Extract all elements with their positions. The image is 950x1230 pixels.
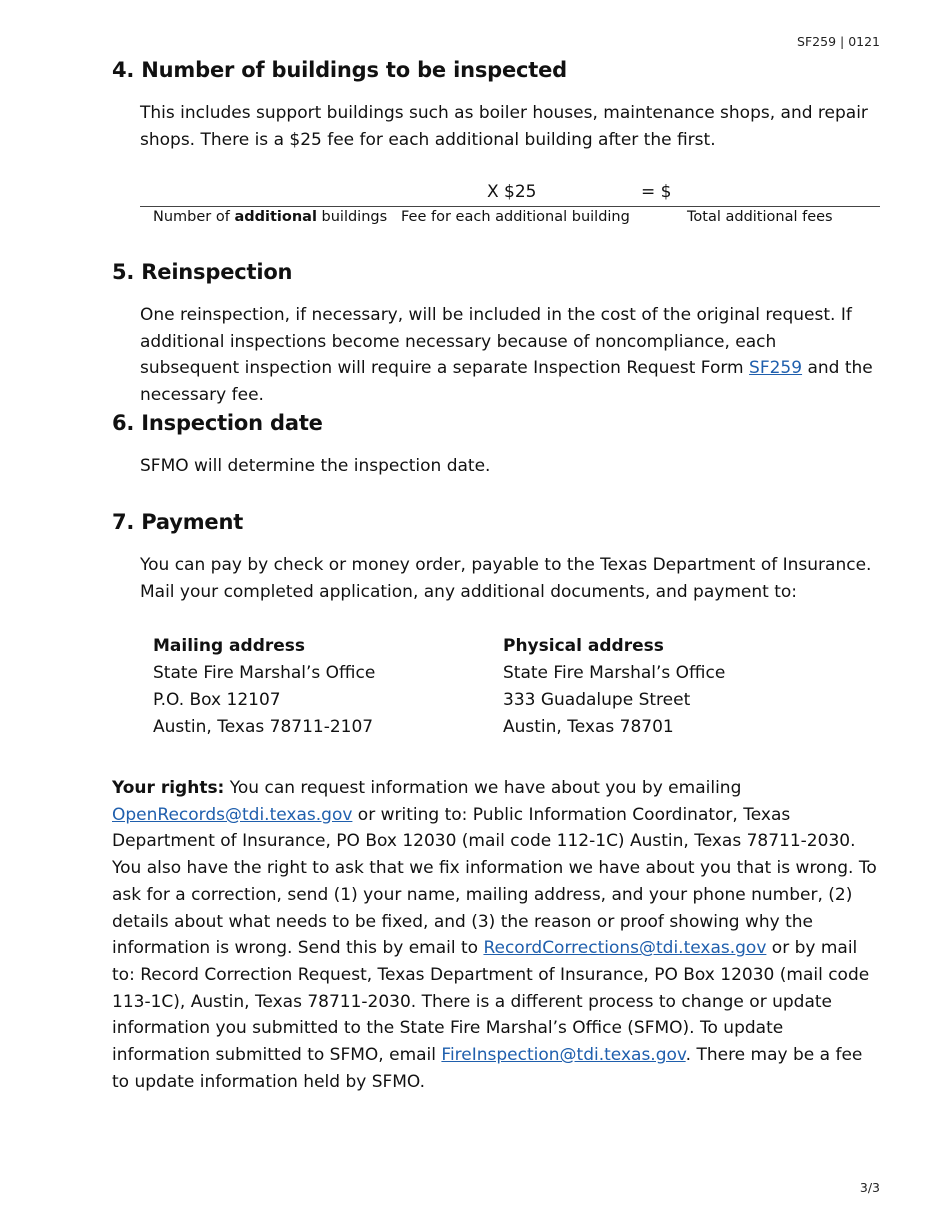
section-7-title: 7. Payment [112,510,244,534]
section-6-text: SFMO will determine the inspection date. [140,456,491,476]
caption-number-of-buildings: Number of additional buildings [153,209,388,225]
form-id: SF259 | 0121 [797,34,880,49]
page-number: 3/3 [859,1180,880,1195]
record-corrections-email-link[interactable]: RecordCorrections@tdi.texas.gov [483,938,767,959]
caption-fee-each: Fee for each additional building [401,209,630,225]
sf259-link[interactable]: SF259 [749,358,803,379]
section-5-text: One reinspection, if necessary, will be included in the cost of the original request. If additional inspections become necessary because of noncompliance, each subsequent inspection will require a separate Inspection Request Form SF259 and the necessary fee. [140,305,873,405]
section-4-title: 4. Number of buildings to be inspected [112,58,567,82]
open-records-email-link[interactable]: OpenRecords@tdi.texas.gov [112,804,353,825]
your-rights-paragraph: Your rights: You can request information we have about you by emailing OpenRecords@tdi.texas.gov or writing to: Public Information Coordinator, Texas Department of Insurance, PO Box 12030 (mail code 112-1C) Austin, Texas 78711-2030. You also have the right to ask that we fix information we have about you that is wrong. To ask for a correction, send (1) your name, mailing address, and your phone number, (2) details about what needs to be fixed, and (3) the reason or proof showing why the information is wrong. Send this by email to RecordCorrections@tdi.texas.gov or by mail to: Record Correction Request, Texas Department of Insurance, PO Box 12030 (mail code 113-1C), Austin, Texas 78711-2030. There is a different process to change or update information you submitted to the State Fire Marshal’s Office (SFMO). To update information submitted to SFMO, email FireInspection@tdi.texas.gov. There may be a fee to update information held by SFMO. [112,778,877,1092]
physical-address-line: Austin, Texas 78701 [503,717,674,737]
your-rights-label: Your rights: [112,778,225,798]
section-7-text: You can pay by check or money order, payable to the Texas Department of Insurance. Mail your completed application, any additional documents, and payment to: [140,555,872,602]
fire-inspection-email-link[interactable]: FireInspection@tdi.texas.gov [441,1045,686,1066]
physical-address-line: 333 Guadalupe Street [503,690,691,710]
fee-multiplier: X $25 [487,182,537,202]
section-5-title: 5. Reinspection [112,260,293,284]
caption-total-fees: Total additional fees [687,209,833,225]
physical-address-line: State Fire Marshal’s Office [503,663,726,683]
mailing-address-line: Austin, Texas 78711-2107 [153,717,374,737]
section-6-title: 6. Inspection date [112,411,323,435]
section-4-text: This includes support buildings such as boiler houses, maintenance shops, and repair shops. There is a $25 fee for each additional building after the first. [140,103,868,150]
physical-address-heading: Physical address [503,636,664,656]
mailing-address-line: State Fire Marshal’s Office [153,663,376,683]
mailing-address-heading: Mailing address [153,636,306,656]
fee-equals: = $ [641,182,672,202]
fee-line [140,206,880,207]
physical-address [503,633,725,741]
mailing-address-line: P.O. Box 12107 [153,690,281,710]
mailing-address [153,633,375,741]
